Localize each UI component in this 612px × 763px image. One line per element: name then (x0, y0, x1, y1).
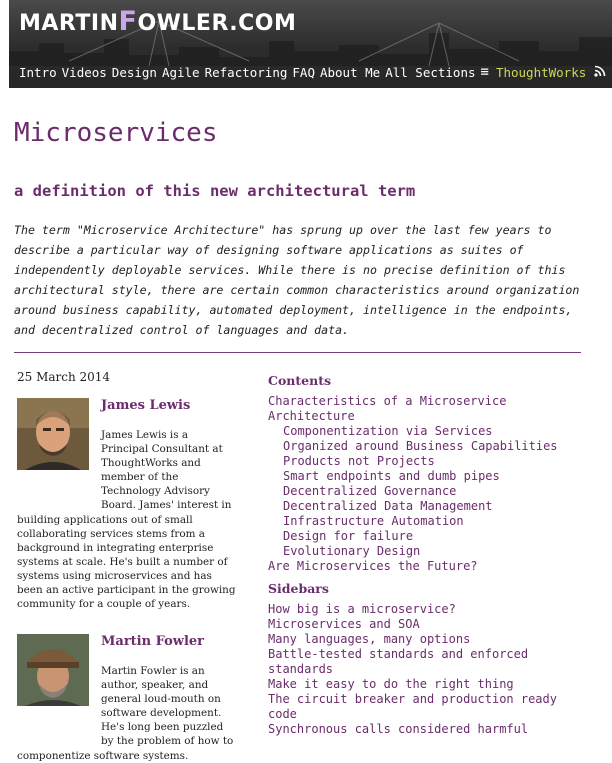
sidebar-link[interactable]: Make it easy to do the right thing (268, 677, 514, 691)
sidebar-link[interactable]: The circuit breaker and production ready code (268, 692, 557, 721)
nav-design[interactable]: Design (111, 64, 157, 80)
toc-item[interactable]: Design for failure (283, 529, 414, 543)
nav-refactoring[interactable]: Refactoring (204, 64, 288, 80)
author-name-james-lewis[interactable]: James Lewis (101, 398, 191, 413)
toc-item[interactable]: Decentralized Governance (283, 484, 457, 498)
sidebars-heading: Sidebars (268, 581, 329, 596)
nav-all-sections[interactable]: All Sections (385, 64, 476, 80)
toc-item[interactable]: Evolutionary Design (283, 544, 421, 558)
sidebar-link[interactable]: Synchronous calls considered harmful (268, 722, 529, 736)
nav-faq[interactable]: FAQ (292, 64, 315, 80)
page-title: Microservices (14, 118, 218, 148)
toc-item[interactable]: Decentralized Data Management (283, 499, 493, 513)
toc-item[interactable]: Infrastructure Automation (283, 514, 464, 528)
publish-date: 25 March 2014 (17, 370, 111, 384)
sidebar-link[interactable]: Many languages, many options (268, 632, 471, 646)
sidebar-link[interactable]: Microservices and SOA (268, 617, 420, 631)
page-subtitle: a definition of this new architectural term (14, 182, 416, 200)
toc-item[interactable]: Characteristics of a Microservice Architecture (268, 394, 507, 423)
main-nav (19, 64, 606, 80)
contents-heading: Contents (268, 373, 332, 388)
author-bio-james-lewis: James Lewis is a Principal Consultant at ThoughtWorks and member of the Technology Advisory Board. James' interest in building applications out of small collaborating services stems from a background in integrating enterprise systems at scale. He's built a number of systems using microservices and has been an active participant in the growing community for a couple of years. (17, 429, 236, 611)
divider (14, 352, 581, 353)
author-bio-martin-fowler: Martin Fowler is an author, speaker, and general loud-mouth on software development. He's long been puzzled by the problem of how to componentize software systems. (17, 665, 234, 762)
nav-intro[interactable]: Intro (19, 64, 57, 80)
contents-list (268, 394, 568, 574)
nav-videos[interactable]: Videos (61, 64, 107, 80)
rss-icon[interactable] (594, 65, 606, 77)
toc-item[interactable]: Products not Projects (283, 454, 435, 468)
toc-item[interactable]: Organized around Business Capabilities (283, 439, 558, 453)
menu-icon[interactable]: ≡ (480, 64, 489, 80)
nav-thoughtworks[interactable]: ThoughtWorks (495, 64, 587, 80)
nav-about-me[interactable]: About Me (319, 64, 381, 80)
author-name-martin-fowler[interactable]: Martin Fowler (101, 634, 205, 649)
sidebar-link[interactable]: Battle-tested standards and enforced standards (268, 647, 529, 676)
toc-item[interactable]: Smart endpoints and dumb pipes (283, 469, 500, 483)
toc-item[interactable]: Are Microservices the Future? (268, 559, 478, 573)
toc-item[interactable]: Componentization via Services (283, 424, 493, 438)
article-abstract: The term "Microservice Architecture" has sprung up over the last few years to describe a particular way of designing software applications as suites of independently deployable services. While there is no precise definition of this architectural style, there are certain common characteristics around organization around business capability, automated deployment, intelligence in the endpoints, and decentralized control of languages and data. (14, 223, 580, 337)
sidebars-list (268, 602, 558, 737)
sidebar-link[interactable]: How big is a microservice? (268, 602, 456, 616)
site-logo[interactable]: MARTINFOWLER.COM (19, 6, 297, 37)
site-header (9, 0, 612, 88)
nav-agile[interactable]: Agile (161, 64, 200, 80)
